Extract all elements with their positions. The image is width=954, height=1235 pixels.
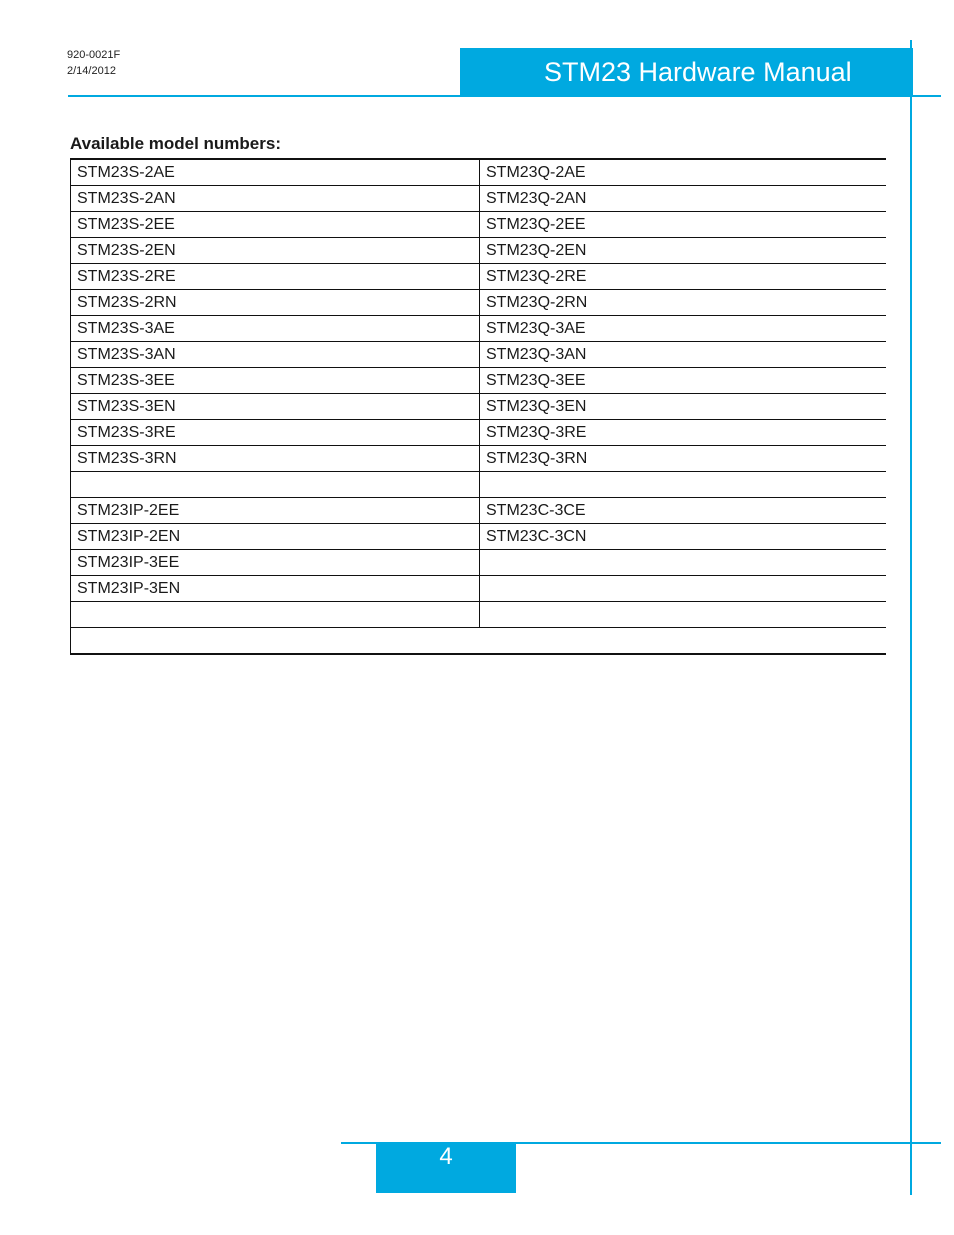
table-row: [71, 576, 887, 602]
table-footer-row: [71, 628, 887, 655]
model-cell-left: STM23IP-3EN: [71, 576, 480, 602]
section-heading: Available model numbers:: [70, 134, 281, 153]
model-cell-left: STM23IP-2EE: [71, 498, 480, 524]
table-row: [71, 264, 887, 290]
table-row: [71, 186, 887, 212]
model-cell-right: STM23Q-2AN: [480, 186, 887, 212]
model-cell-right: STM23Q-3AN: [480, 342, 887, 368]
model-cell-left: STM23S-2EE: [71, 212, 480, 238]
manual-title: STM23 Hardware Manual: [544, 57, 852, 87]
model-cell-left: STM23S-3RE: [71, 420, 480, 446]
model-cell-right: STM23Q-3RN: [480, 446, 887, 472]
model-cell-left: [71, 602, 480, 628]
table-row: [71, 498, 887, 524]
model-cell-left: STM23S-3EN: [71, 394, 480, 420]
model-cell-right: STM23Q-3AE: [480, 316, 887, 342]
model-cell-right: STM23Q-2AE: [480, 159, 887, 186]
table-row: [71, 524, 887, 550]
model-cell-right: STM23Q-3RE: [480, 420, 887, 446]
model-cell-left: STM23IP-2EN: [71, 524, 480, 550]
model-cell-right: STM23C-3CE: [480, 498, 887, 524]
document-meta: [67, 47, 120, 79]
model-cell-right: [480, 472, 887, 498]
table-row: [71, 368, 887, 394]
model-cell-left: STM23S-2RN: [71, 290, 480, 316]
model-rows: [71, 159, 887, 654]
table-row: [71, 316, 887, 342]
model-cell-left: STM23S-3AE: [71, 316, 480, 342]
table-footer-cell: [71, 628, 887, 655]
manual-title-banner: [460, 48, 913, 96]
model-cell-right: STM23Q-3EE: [480, 368, 887, 394]
table-row: [71, 159, 887, 186]
table-row: [71, 550, 887, 576]
model-cell-left: STM23S-3RN: [71, 446, 480, 472]
model-cell-right: STM23Q-2EE: [480, 212, 887, 238]
table-row: [71, 290, 887, 316]
table-row: [71, 212, 887, 238]
model-cell-left: STM23S-2AE: [71, 159, 480, 186]
model-cell-right: STM23Q-2RN: [480, 290, 887, 316]
model-cell-left: STM23IP-3EE: [71, 550, 480, 576]
model-cell-left: [71, 472, 480, 498]
model-cell-left: STM23S-3AN: [71, 342, 480, 368]
table-row: [71, 602, 887, 628]
table-row: [71, 420, 887, 446]
page-number: 4: [439, 1143, 453, 1170]
table-row: [71, 472, 887, 498]
model-cell-right: [480, 602, 887, 628]
model-cell-left: STM23S-2RE: [71, 264, 480, 290]
document-date: 2/14/2012: [67, 65, 116, 77]
document-number: 920-0021F: [67, 49, 121, 61]
page-border-rule: [910, 40, 912, 1195]
model-cell-right: [480, 576, 887, 602]
page-number-box: [376, 1143, 516, 1193]
model-cell-right: STM23Q-2EN: [480, 238, 887, 264]
table-row: [71, 446, 887, 472]
model-cell-right: STM23Q-2RE: [480, 264, 887, 290]
model-cell-left: STM23S-3EE: [71, 368, 480, 394]
table-row: [71, 342, 887, 368]
model-cell-left: STM23S-2AN: [71, 186, 480, 212]
table-row: [71, 394, 887, 420]
model-cell-right: STM23Q-3EN: [480, 394, 887, 420]
model-cell-right: [480, 550, 887, 576]
model-cell-left: STM23S-2EN: [71, 238, 480, 264]
model-cell-right: STM23C-3CN: [480, 524, 887, 550]
table-row: [71, 238, 887, 264]
model-numbers-table: [70, 158, 886, 655]
